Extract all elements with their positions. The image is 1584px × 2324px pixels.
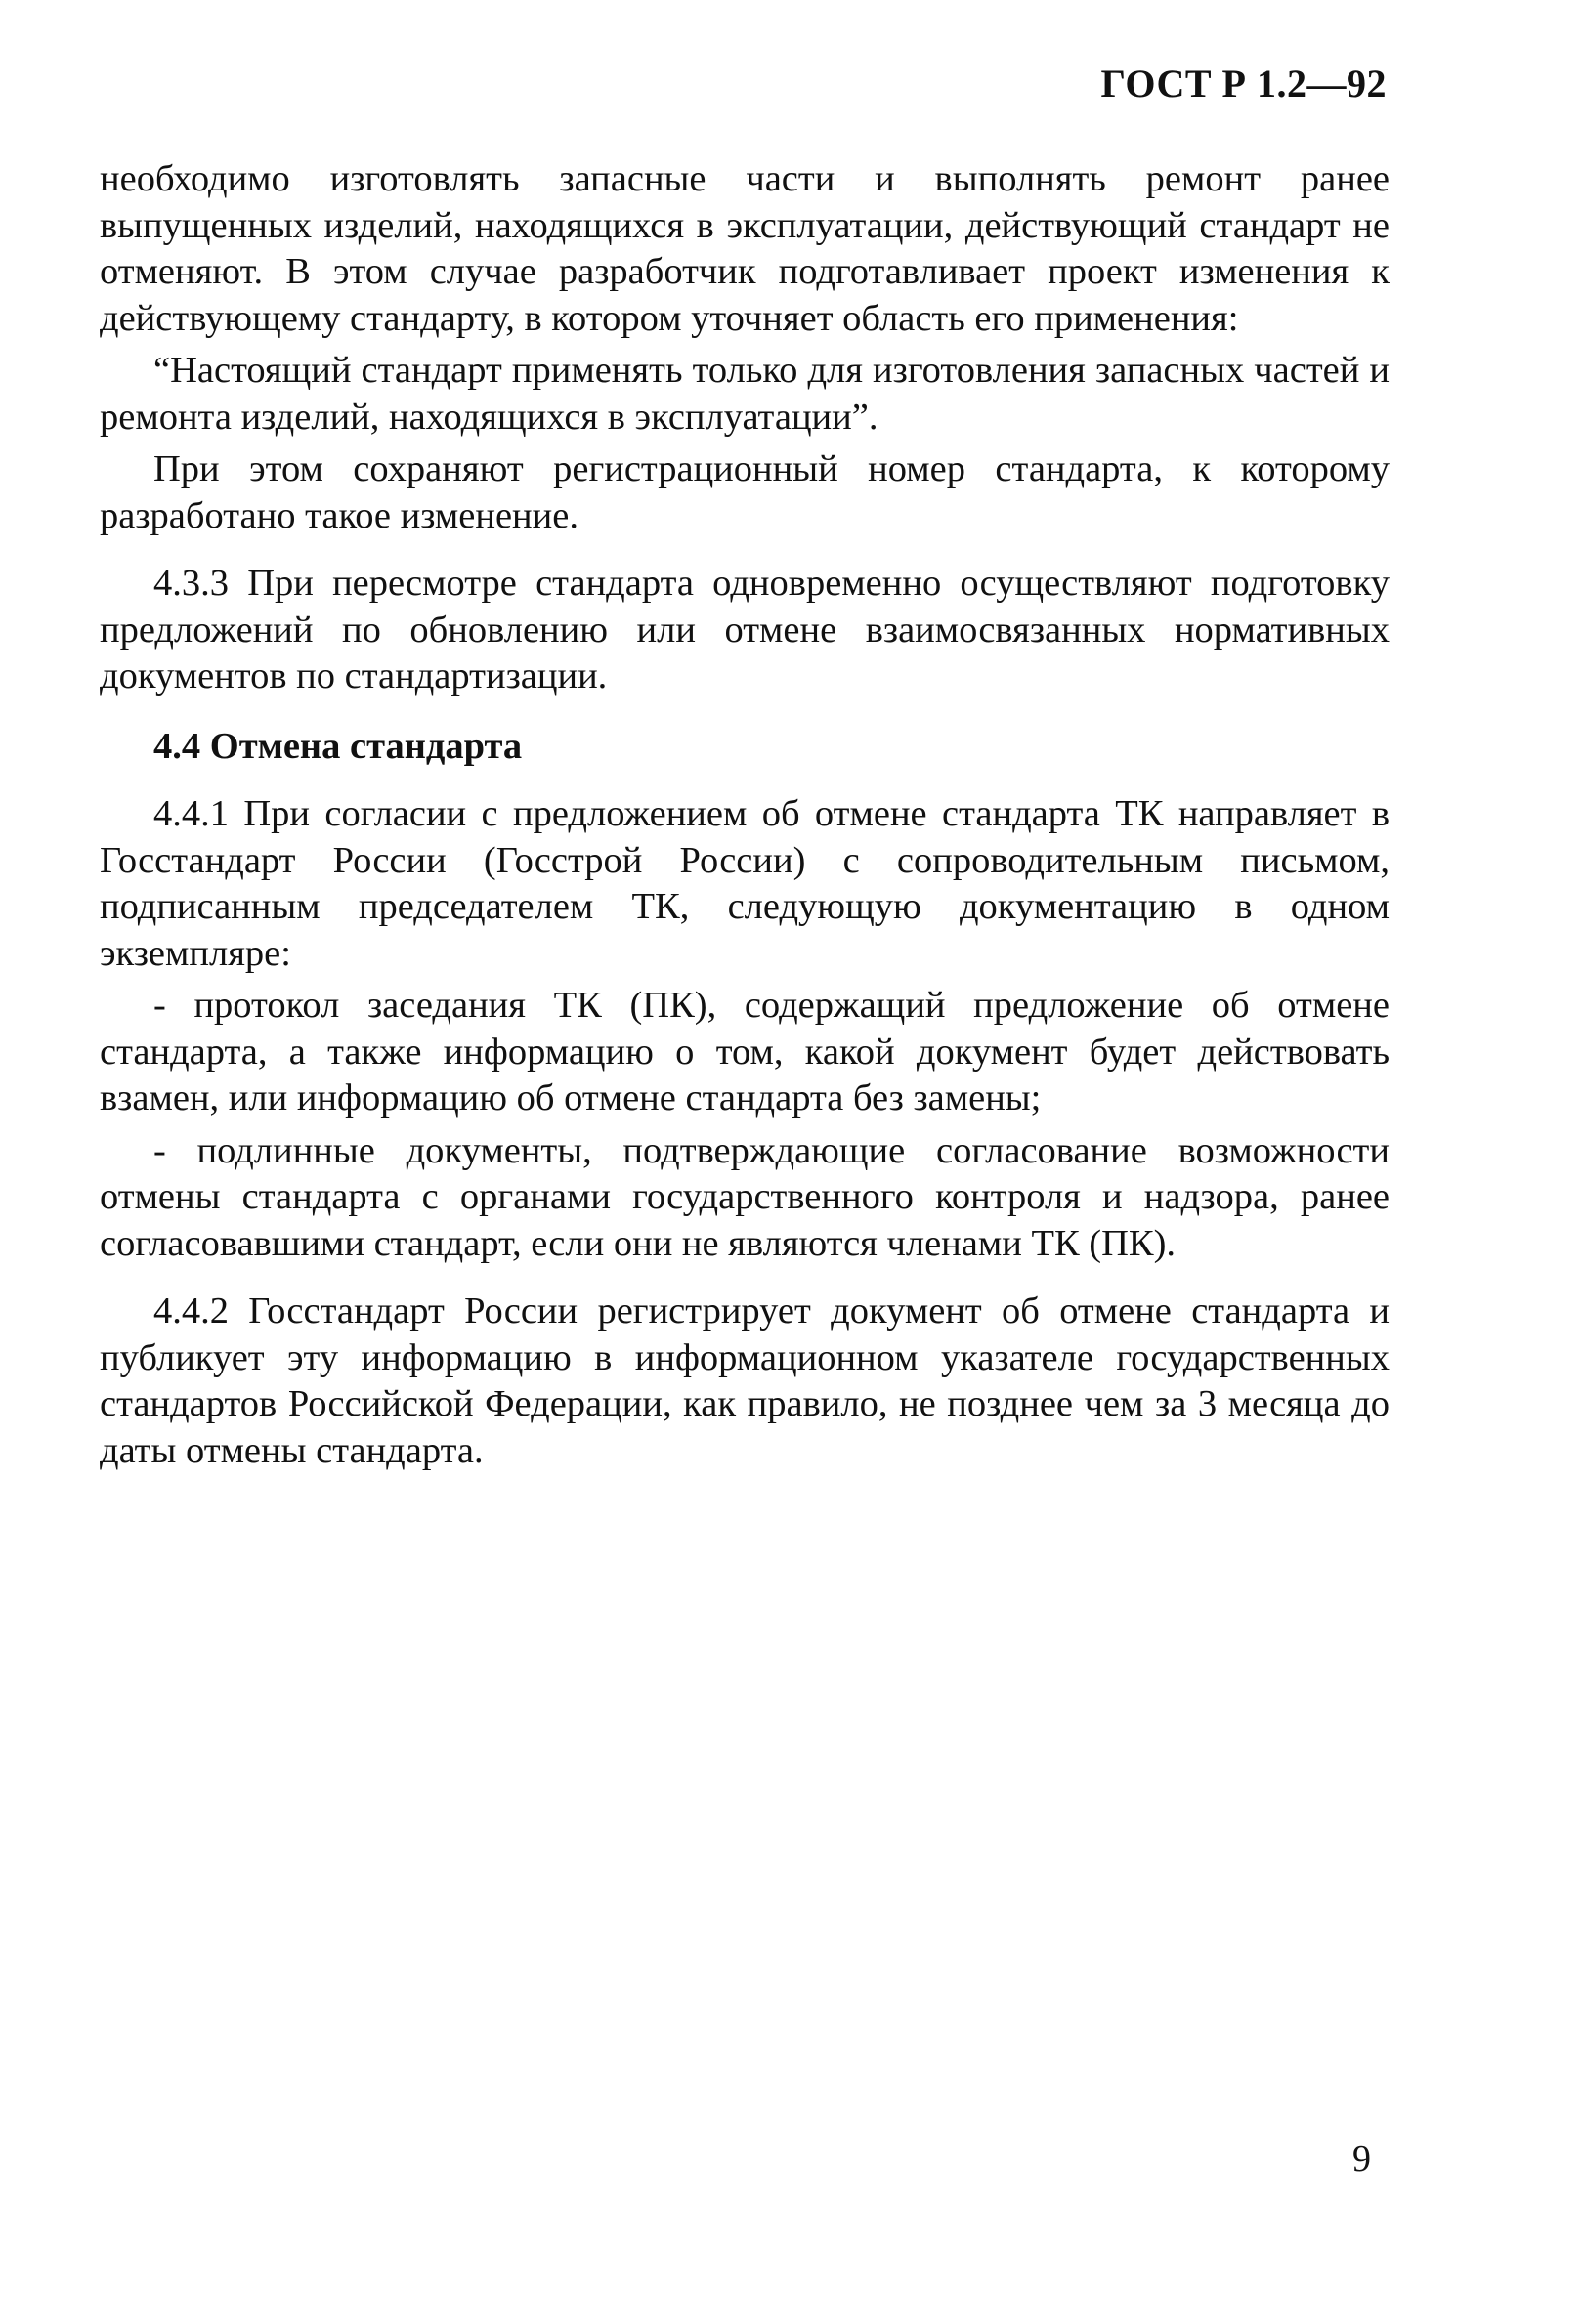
clause-4-4-2: 4.4.2 Госстандарт России регистрирует документ об отмене стандарта и публикует эту информацию в информационном указателе государственных стандартов Российской Федерации, как правило, не позднее чем за 3 месяца до даты отмены стандарта. — [100, 1290, 1390, 1471]
page-number: 9 — [1352, 2138, 1371, 2179]
list-item-protocol: - протокол заседания ТК (ПК), содержащий предложение об отмене стандарта, а также информацию о том, какой документ будет действовать взамен, или информацию об отмене стандарта без замены; — [100, 985, 1390, 1119]
document-code-header: ГОСТ Р 1.2—92 — [1100, 62, 1387, 106]
paragraph-quote: “Настоящий стандарт применять только для изготовления запасных частей и ремонта изделий, находящихся в эксплуатации”. — [100, 350, 1390, 438]
document-body — [100, 156, 1390, 1474]
clause-4-3-3: 4.3.3 При пересмотре стандарта одновременно осуществляют подготовку предложений по обновлению или отмене взаимосвязанных нормативных документов по стандартизации. — [100, 563, 1390, 697]
list-item-documents: - подлинные документы, подтверждающие согласование возможности отмены стандарта с органами государственного контроля и надзора, ранее согласовавшими стандарт, если они не являются членами ТК (ПК). — [100, 1129, 1390, 1264]
clause-4-4-1: 4.4.1 При согласии с предложением об отмене стандарта ТК направляет в Госстандарт России (Госстрой России) с сопроводительным письмом, подписанным председателем ТК, следующую документацию в одном экземпляре: — [100, 793, 1390, 974]
section-title-4-4: 4.4 Отмена стандарта — [153, 725, 523, 767]
paragraph-registration-note: При этом сохраняют регистрационный номер стандарта, к которому разработано такое изменение. — [100, 448, 1390, 536]
paragraph-continuation: необходимо изготовлять запасные части и выполнять ремонт ранее выпущенных изделий, находящихся в эксплуатации, действующий стандарт не отменяют. В этом случае разработчик подготавливает проект изменения к действующему стандарту, в котором уточняет область его применения: — [100, 158, 1390, 339]
